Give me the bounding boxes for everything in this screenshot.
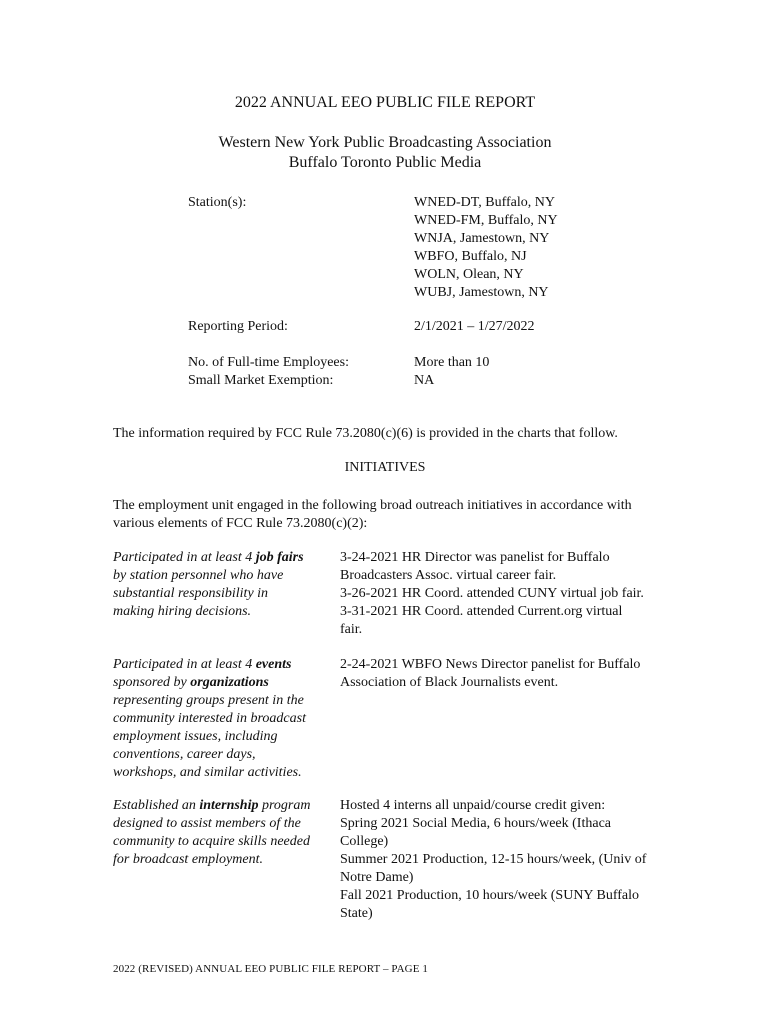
detail-line: Association of Black Journalists event. [340, 675, 559, 690]
initiative-line: designed to assist members of the [113, 816, 301, 831]
initiative-line: community interested in broadcast [113, 711, 306, 726]
initiative-line: conventions, career days, [113, 747, 256, 762]
exemption-label: Small Market Exemption: [188, 373, 334, 388]
employees-label: No. of Full-time Employees: [188, 355, 349, 370]
initiative-job-fairs-description [113, 549, 335, 621]
initiative-keyword: job fairs [255, 550, 304, 565]
initiative-text: Participated in at least 4 [113, 657, 256, 672]
station-item: WOLN, Olean, NY [414, 267, 524, 282]
initiative-internship-description [113, 797, 335, 869]
organization-name: Western New York Public Broadcasting Association [218, 134, 552, 151]
detail-line: Summer 2021 Production, 12-15 hours/week, (Univ of [340, 852, 647, 867]
initiative-events-description [113, 656, 335, 782]
initiative-keyword: events [255, 657, 292, 672]
initiative-text: Established an [113, 798, 200, 813]
organization-subname: Buffalo Toronto Public Media [288, 154, 482, 171]
initiative-text: sponsored by [113, 675, 191, 690]
exemption-value: NA [414, 373, 435, 388]
initiative-line: community to acquire skills needed [113, 834, 310, 849]
initiative-line: representing groups present in the [113, 693, 304, 708]
initiative-line: workshops, and similar activities. [113, 765, 302, 780]
detail-line: 3-26-2021 HR Coord. attended CUNY virtual job fair. [340, 586, 644, 601]
detail-line: Hosted 4 interns all unpaid/course credit given: [340, 798, 606, 813]
initiative-text: Participated in at least 4 [113, 550, 256, 565]
report-title: 2022 ANNUAL EEO PUBLIC FILE REPORT [234, 94, 536, 111]
employees-value: More than 10 [414, 355, 490, 370]
initiatives-heading: INITIATIVES [344, 460, 426, 475]
initiative-job-fairs-details [340, 549, 685, 639]
detail-line: Fall 2021 Production, 10 hours/week (SUNY Buffalo [340, 888, 640, 903]
initiative-text: program [258, 798, 311, 813]
intro-line: The employment unit engaged in the following broad outreach initiatives in accordance with [113, 498, 632, 513]
detail-line: fair. [340, 622, 363, 637]
initiative-keyword: internship [199, 798, 259, 813]
initiative-keyword: organizations [190, 675, 269, 690]
intro-paragraph [113, 497, 683, 533]
initiative-line: making hiring decisions. [113, 604, 252, 619]
intro-line: various elements of FCC Rule 73.2080(c)(2): [113, 516, 368, 531]
detail-line: Notre Dame) [340, 870, 414, 885]
station-item: WBFO, Buffalo, NJ [414, 249, 527, 264]
station-item: WNED-DT, Buffalo, NY [414, 195, 556, 210]
detail-line: State) [340, 906, 373, 921]
reporting-period-value: 2/1/2021 – 1/27/2022 [414, 319, 535, 334]
detail-line: 3-31-2021 HR Coord. attended Current.org virtual [340, 604, 623, 619]
station-item: WNED-FM, Buffalo, NY [414, 213, 558, 228]
page-footer: 2022 (REVISED) ANNUAL EEO PUBLIC FILE REPORT – PAGE 1 [113, 963, 428, 975]
detail-line: 2-24-2021 WBFO News Director panelist for Buffalo [340, 657, 641, 672]
initiative-line: for broadcast employment. [113, 852, 263, 867]
stations-label: Station(s): [188, 195, 247, 210]
detail-line: 3-24-2021 HR Director was panelist for Buffalo [340, 550, 610, 565]
station-item: WNJA, Jamestown, NY [414, 231, 550, 246]
station-item: WUBJ, Jamestown, NY [414, 285, 549, 300]
initiative-line: substantial responsibility in [113, 586, 269, 601]
initiative-internship-details [340, 797, 685, 923]
initiative-events-details [340, 656, 685, 692]
reporting-period-label: Reporting Period: [188, 319, 288, 334]
stations-list [414, 194, 558, 302]
detail-line: Spring 2021 Social Media, 6 hours/week (Ithaca [340, 816, 611, 831]
initiative-line: employment issues, including [113, 729, 278, 744]
initiative-line: by station personnel who have [113, 568, 284, 583]
detail-line: Broadcasters Assoc. virtual career fair. [340, 568, 557, 583]
rule-statement: The information required by FCC Rule 73.2080(c)(6) is provided in the charts that follow. [113, 426, 618, 441]
detail-line: College) [340, 834, 389, 849]
